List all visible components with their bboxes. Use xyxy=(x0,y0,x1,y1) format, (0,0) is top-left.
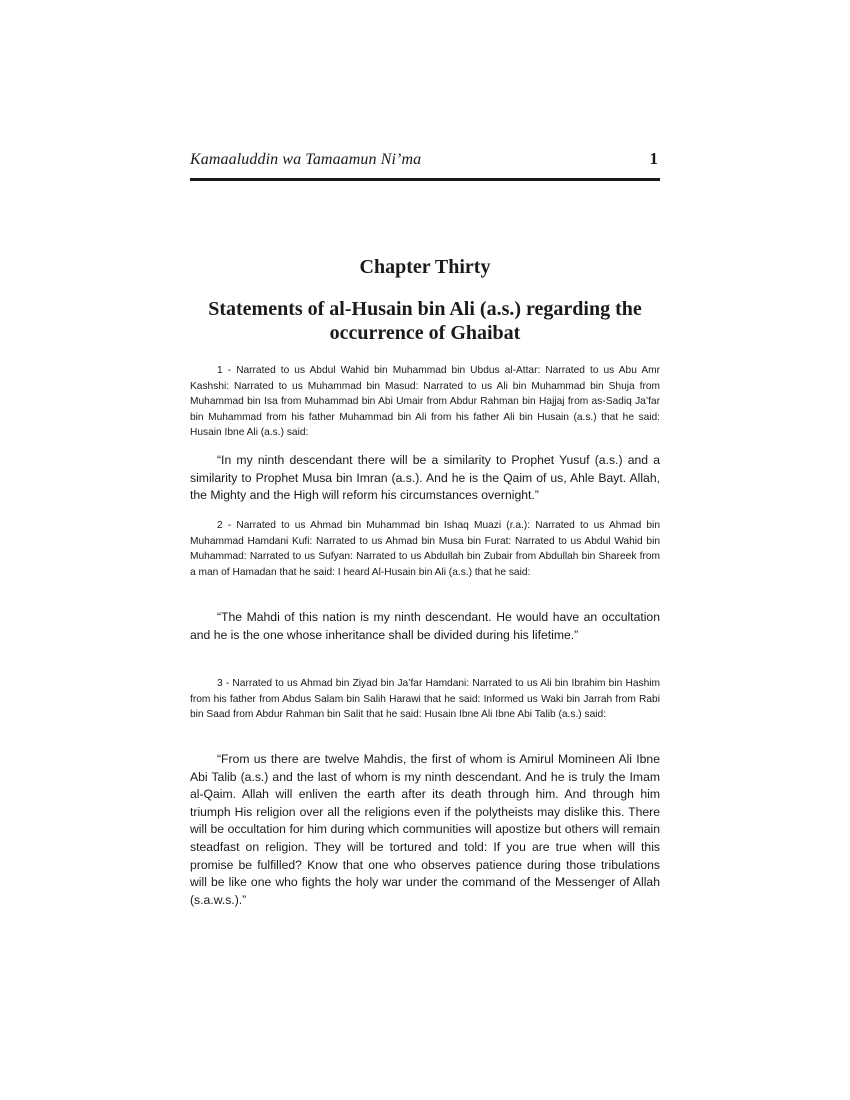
tradition-1-quote: “In my ninth descendant there will be a similarity to Prophet Yusuf (a.s.) and a similarity to Prophet Musa bin Imran (a.s.). And he is the Qaim of us, Ahle Bayt. Allah, the Mighty and the High will reform his circumstances overnight.” xyxy=(190,453,660,503)
tradition-3-quote: “From us there are twelve Mahdis, the first of whom is Amirul Momineen Ali Ibne Abi Talib (a.s.) and the last of whom is my ninth descendant. And he is truly the Imam al-Qaim. Allah will enliven the earth after its death through him. And through him triumph His religion over all the religions even if the polytheists may dislike this. There will be occultation for him during which communities will apostize but others will remain steadfast on religion. They will be tortured and told: If you are true when will this promise be fulfilled? Know that one who observes patience during those tribulations will be like one who fights the holy war under the command of the Messenger of Allah (s.a.w.s.).” xyxy=(190,752,660,907)
running-title: Kamaaluddin wa Tamaamun Ni’ma xyxy=(190,151,422,168)
running-header xyxy=(190,148,660,181)
tradition-3-chain: 3 - Narrated to us Ahmad bin Ziyad bin Ja’far Hamdani: Narrated to us Ali bin Ibrahim bin Hashim from his father from Abdus Salam bin Salih Harawi that he said: Informed us Waki bin Jarrah from Rabi bin Saad from Abdur Rahman bin Salit that he said: Husain Ibne Ali Ibne Abi Talib (a.s.) said: xyxy=(190,678,660,721)
tradition-2-quote: “The Mahdi of this nation is my ninth descendant. He would have an occultation and he is the one whose inheritance shall be divided during his lifetime.” xyxy=(190,610,660,642)
tradition-2-chain: 2 - Narrated to us Ahmad bin Muhammad bin Ishaq Muazi (r.a.): Narrated to us Ahmad bin Muhammad Hamdani Kufi: Narrated to us Ahmad bin Musa bin Furat: Narrated to us Abdul Wahid bin Muhammad: Narrated to us Sufyan: Narrated to us Abdullah bin Zubair from Abdullah bin Shareek from a man of Hamadan that he said: I heard Al-Husain bin Ali (a.s.) that he said: xyxy=(190,520,660,578)
tradition-1-chain: 1 - Narrated to us Abdul Wahid bin Muhammad bin Ubdus al-Attar: Narrated to us Abu Amr Kashshi: Narrated to us Muhammad bin Masud: Narrated to us Ali bin Muhammad bin Shuja from Muhammad bin Isa from Muhammad bin Abi Umair from Abdur Rahman bin Hajjaj from as-Sadiq Ja’far bin Muhammad from his father Muhammad bin Ali from his father Ali bin Husain (a.s.) that he said: Husain Ibne Ali (a.s.) said: xyxy=(190,365,660,439)
page-number: 1 xyxy=(649,149,658,168)
chapter-number-heading: Chapter Thirty xyxy=(359,256,491,278)
chapter-title-heading: Statements of al-Husain bin Ali (a.s.) regarding the occurrence of Ghaibat xyxy=(208,298,642,344)
